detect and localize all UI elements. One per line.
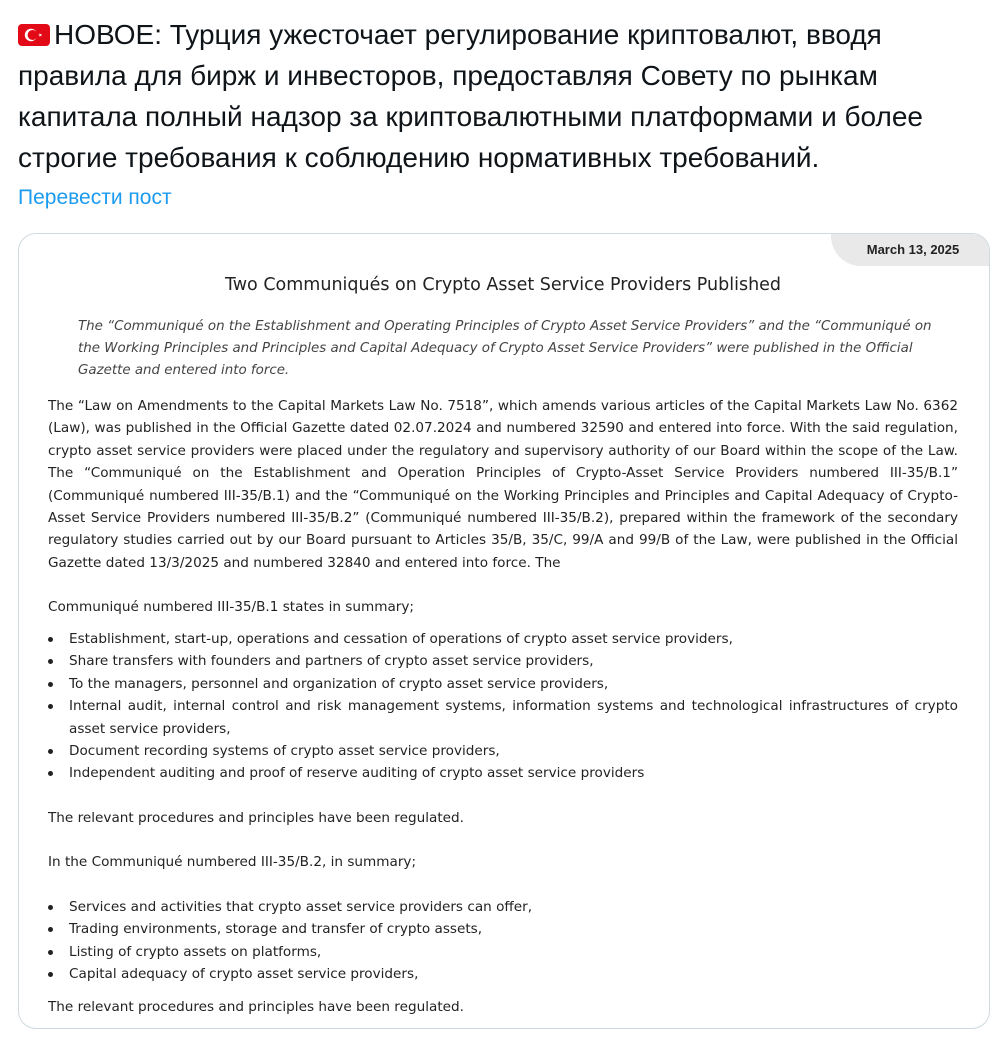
bullet-icon — [48, 950, 53, 955]
regulated-statement-1: The relevant procedures and principles have been regulated. — [48, 810, 464, 826]
post-text-block — [18, 14, 990, 178]
bullet-icon — [48, 771, 53, 776]
communique-b1-intro: Communiqué numbered III-35/B.1 states in summary; — [48, 599, 415, 615]
list-item: Trading environments, storage and transfer of crypto assets, — [48, 918, 958, 940]
document-title: Two Communiqués on Crypto Asset Service Providers Published — [224, 275, 782, 295]
list-item: Document recording systems of crypto asset service providers, — [48, 740, 958, 762]
translate-post-link[interactable]: Перевести пост — [18, 186, 172, 209]
list-item: Internal audit, internal control and risk management systems, information systems and technological infrastructures of crypto asset service providers, — [48, 695, 958, 740]
list-item: Services and activities that crypto asset service providers can offer, — [48, 896, 958, 918]
document-summary: The “Communiqué on the Establishment and Operating Principles of Crypto Asset Service Providers” and the “Communiqué on the Working Principles and Principles and Capital Adequacy of Crypto Asset Service Providers” were published in the Official Gazette and entered into force. — [78, 319, 932, 378]
list-item: To the managers, personnel and organization of crypto asset service providers, — [48, 673, 958, 695]
regulated-statement-2: The relevant procedures and principles have been regulated. — [48, 999, 464, 1015]
post-text: НОВОЕ: Турция ужесточает регулирование криптовалют, вводя правила для бирж и инвесторов, предоставляя Совету по рынкам капитала полный надзор за криптовалютными платформами и более строгие требования к соблюдению нормативных требований. — [18, 19, 923, 173]
communique-b1-list — [48, 628, 958, 785]
turkey-flag-icon — [18, 24, 50, 46]
communique-b2-intro: In the Communiqué numbered III-35/B.2, in summary; — [48, 854, 417, 870]
bullet-icon — [48, 659, 53, 664]
list-item: Independent auditing and proof of reserve auditing of crypto asset service providers — [48, 762, 958, 784]
bullet-icon — [48, 637, 53, 642]
document-paragraph: The “Law on Amendments to the Capital Markets Law No. 7518”, which amends various articles of the Capital Markets Law No. 6362 (Law), was published in the Official Gazette dated 02.07.2024 and numbered 32590 and entered into force. With the said regulation, crypto asset service providers were placed under the regulatory and supervisory authority of our Board within the scope of the Law. The “Communiqué on the Establishment and Operation Principles of Crypto-Asset Service Providers numbered III-35/B.1” (Communiqué numbered III-35/B.1) and the “Communiqué on the Working Principles and Principles and Capital Adequacy of Crypto-Asset Service Providers numbered III-35/B.2” (Communiqué numbered III-35/B.2), prepared within the framework of the secondary regulatory studies carried out by our Board pursuant to Articles 35/B, 35/C, 99/A and 99/B of the Law, were published in the Official Gazette dated 13/3/2025 and numbered 32840 and entered into force. The — [48, 398, 958, 571]
document-date: March 13, 2025 — [831, 234, 989, 266]
bullet-icon — [48, 927, 53, 932]
communique-b2-list — [48, 896, 958, 986]
attached-document-image[interactable] — [18, 233, 990, 1029]
bullet-icon — [48, 905, 53, 910]
list-item: Listing of crypto assets on platforms, — [48, 941, 958, 963]
bullet-icon — [48, 682, 53, 687]
bullet-icon — [48, 972, 53, 977]
list-item: Share transfers with founders and partners of crypto asset service providers, — [48, 650, 958, 672]
bullet-icon — [48, 704, 53, 709]
list-item: Establishment, start-up, operations and cessation of operations of crypto asset service providers, — [48, 628, 958, 650]
bullet-icon — [48, 749, 53, 754]
list-item: Capital adequacy of crypto asset service providers, — [48, 963, 958, 985]
